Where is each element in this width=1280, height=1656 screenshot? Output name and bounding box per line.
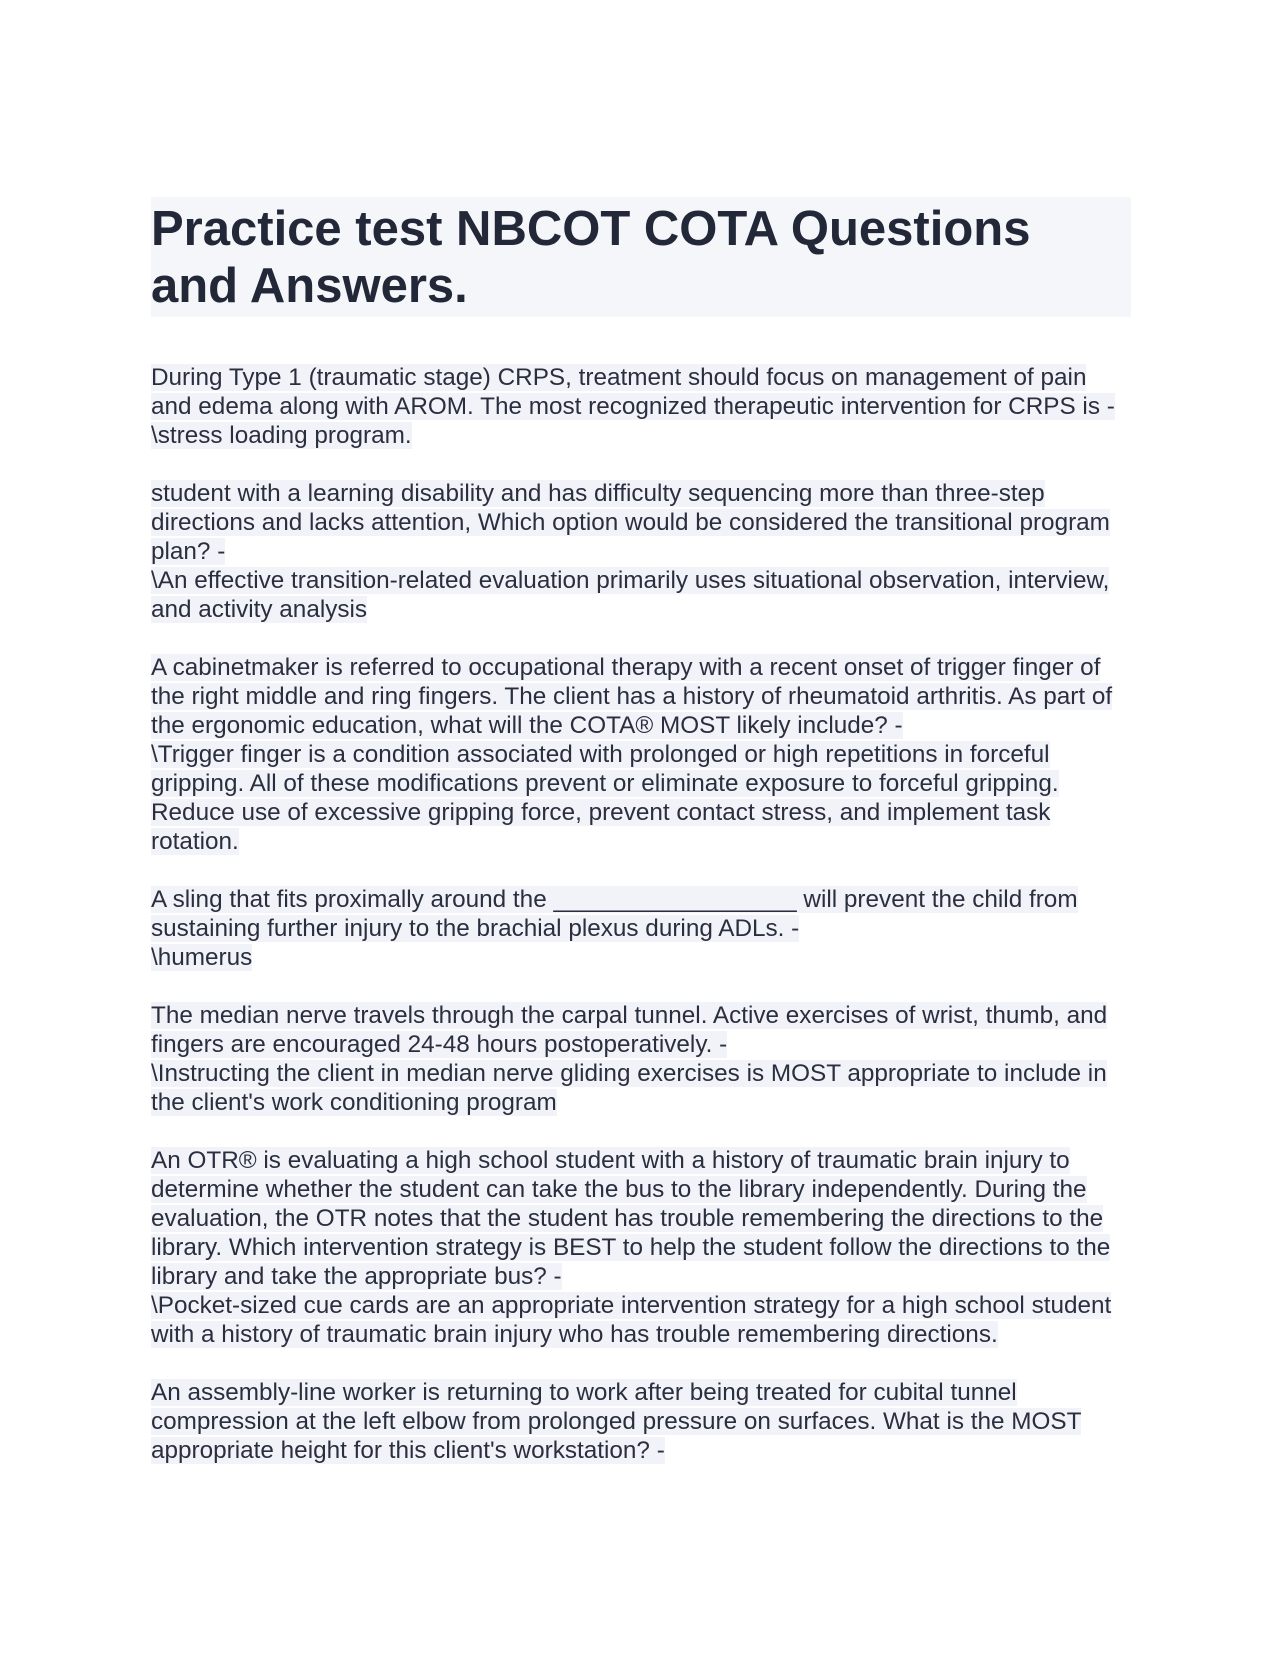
answer-text-span: \Pocket-sized cue cards are an appropriate intervention strategy for a high school student with a history of traumatic brain injury who has trouble remembering directions. (151, 1292, 1112, 1348)
qa-item (151, 1001, 1131, 1117)
answer-text-span: \stress loading program. (151, 422, 412, 449)
question-text: A sling that fits proximally around the __________________ will prevent the child from sustaining further injury to the brachial plexus during ADLs. - (151, 886, 1078, 942)
page-title: Practice test NBCOT COTA Questions and Answers. (151, 202, 1031, 313)
document-page (151, 197, 1131, 1494)
answer-text (151, 566, 1131, 624)
qa-item (151, 653, 1131, 856)
answer-text-span: \Trigger finger is a condition associated with prolonged or high repetitions in forceful gripping. All of these modifications prevent or eliminate exposure to forceful gripping. Reduce use of excessive gripping force, prevent contact stress, and implement task rotation. (151, 741, 1059, 855)
qa-list (151, 363, 1131, 1465)
answer-text (151, 1059, 1131, 1117)
question-text: An assembly-line worker is returning to work after being treated for cubital tunnel compression at the left elbow from prolonged pressure on surfaces. What is the MOST appropriate height for this client's workstation? - (151, 1379, 1082, 1464)
answer-text-span: \humerus (151, 944, 253, 971)
question-text: During Type 1 (traumatic stage) CRPS, treatment should focus on management of pain and edema along with AROM. The most recognized therapeutic intervention for CRPS is - (151, 364, 1115, 420)
answer-text (151, 740, 1131, 856)
answer-text-span: \An effective transition-related evaluation primarily uses situational observation, interview, and activity analysis (151, 567, 1110, 623)
qa-item (151, 885, 1131, 972)
qa-item (151, 1146, 1131, 1349)
answer-text (151, 943, 1131, 972)
answer-text-span: \Instructing the client in median nerve gliding exercises is MOST appropriate to include in the client's work conditioning program (151, 1060, 1107, 1116)
question-text: A cabinetmaker is referred to occupational therapy with a recent onset of trigger finger of the right middle and ring fingers. The client has a history of rheumatoid arthritis. As part of the ergonomic education, what will the COTA® MOST likely include? - (151, 654, 1113, 739)
qa-item (151, 479, 1131, 624)
qa-item (151, 1378, 1131, 1465)
title-block (151, 197, 1131, 317)
question-text: The median nerve travels through the carpal tunnel. Active exercises of wrist, thumb, and fingers are encouraged 24-48 hours postoperatively. - (151, 1002, 1108, 1058)
question-text: An OTR® is evaluating a high school student with a history of traumatic brain injury to determine whether the student can take the bus to the library independently. During the evaluation, the OTR notes that the student has trouble remembering the directions to the library. Which intervention strategy is BEST to help the student follow the directions to the library and take the appropriate bus? - (151, 1147, 1111, 1290)
answer-text (151, 1291, 1131, 1349)
qa-item (151, 363, 1131, 450)
answer-text (151, 421, 1131, 450)
question-text: student with a learning disability and has difficulty sequencing more than three-step directions and lacks attention, Which option would be considered the transitional program plan? - (151, 480, 1110, 565)
